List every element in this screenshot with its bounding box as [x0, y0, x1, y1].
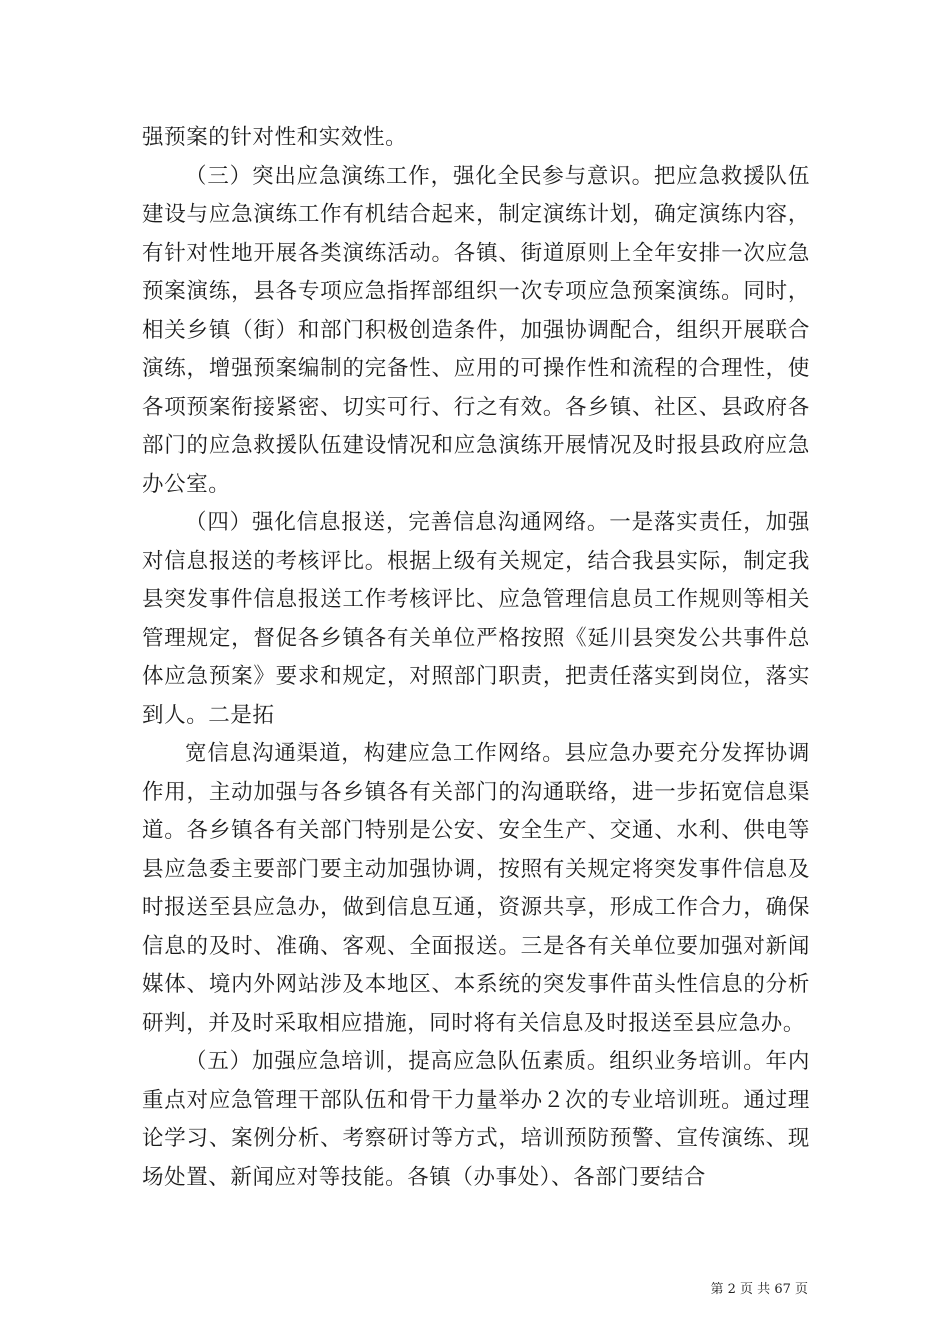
body-text: [142, 119, 810, 1197]
paragraph-continued: 强预案的针对性和实效性。: [142, 125, 408, 150]
paragraph-section-4-continued: 宽信息沟通渠道，构建应急工作网络。县应急办要充分发挥协调作用，主动加强与各乡镇各有关部门的沟通联络，进一步拓宽信息渠道。各乡镇各有关部门特别是公安、安全生产、交通、水利、供电等县应急委主要部门要主动加强协调，按照有关规定将突发事件信息及时报送至县应急办，做到信息互通，资源共享，形成工作合力，确保信息的及时、准确、客观、全面报送。三是各有关单位要加强对新闻媒体、境内外网站涉及本地区、本系统的突发事件苗头性信息的分析研判，并及时采取相应措施，同时将有关信息及时报送至县应急办。: [142, 741, 810, 1036]
paragraph-section-4: （四）强化信息报送，完善信息沟通网络。一是落实责任，加强对信息报送的考核评比。根据上级有关规定，结合我县实际，制定我县突发事件信息报送工作考核评比、应急管理信息员工作规则等相关管理规定，督促各乡镇各有关单位严格按照《延川县突发公共事件总体应急预案》要求和规定，对照部门职责，把责任落实到岗位，落实到人。二是拓: [142, 510, 810, 728]
page-number-footer: 第 2 页 共 67 页: [710, 1282, 808, 1297]
paragraph-section-3: （三）突出应急演练工作，强化全民参与意识。把应急救援队伍建设与应急演练工作有机结合起来，制定演练计划，确定演练内容，有针对性地开展各类演练活动。各镇、街道原则上全年安排一次应急预案演练，县各专项应急指挥部组织一次专项应急预案演练。同时，相关乡镇（街）和部门积极创造条件，加强协调配合，组织开展联合演练，增强预案编制的完备性、应用的可操作性和流程的合理性，使各项预案衔接紧密、切实可行、行之有效。各乡镇、社区、县政府各部门的应急救援队伍建设情况和应急演练开展情况及时报县政府应急办公室。: [142, 163, 810, 497]
paragraph-section-5: （五）加强应急培训，提高应急队伍素质。组织业务培训。年内重点对应急管理干部队伍和骨干力量举办２次的专业培训班。通过理论学习、案例分析、考察研讨等方式，培训预防预警、宣传演练、现场处置、新闻应对等技能。各镇（办事处）、各部门要结合: [142, 1049, 810, 1190]
